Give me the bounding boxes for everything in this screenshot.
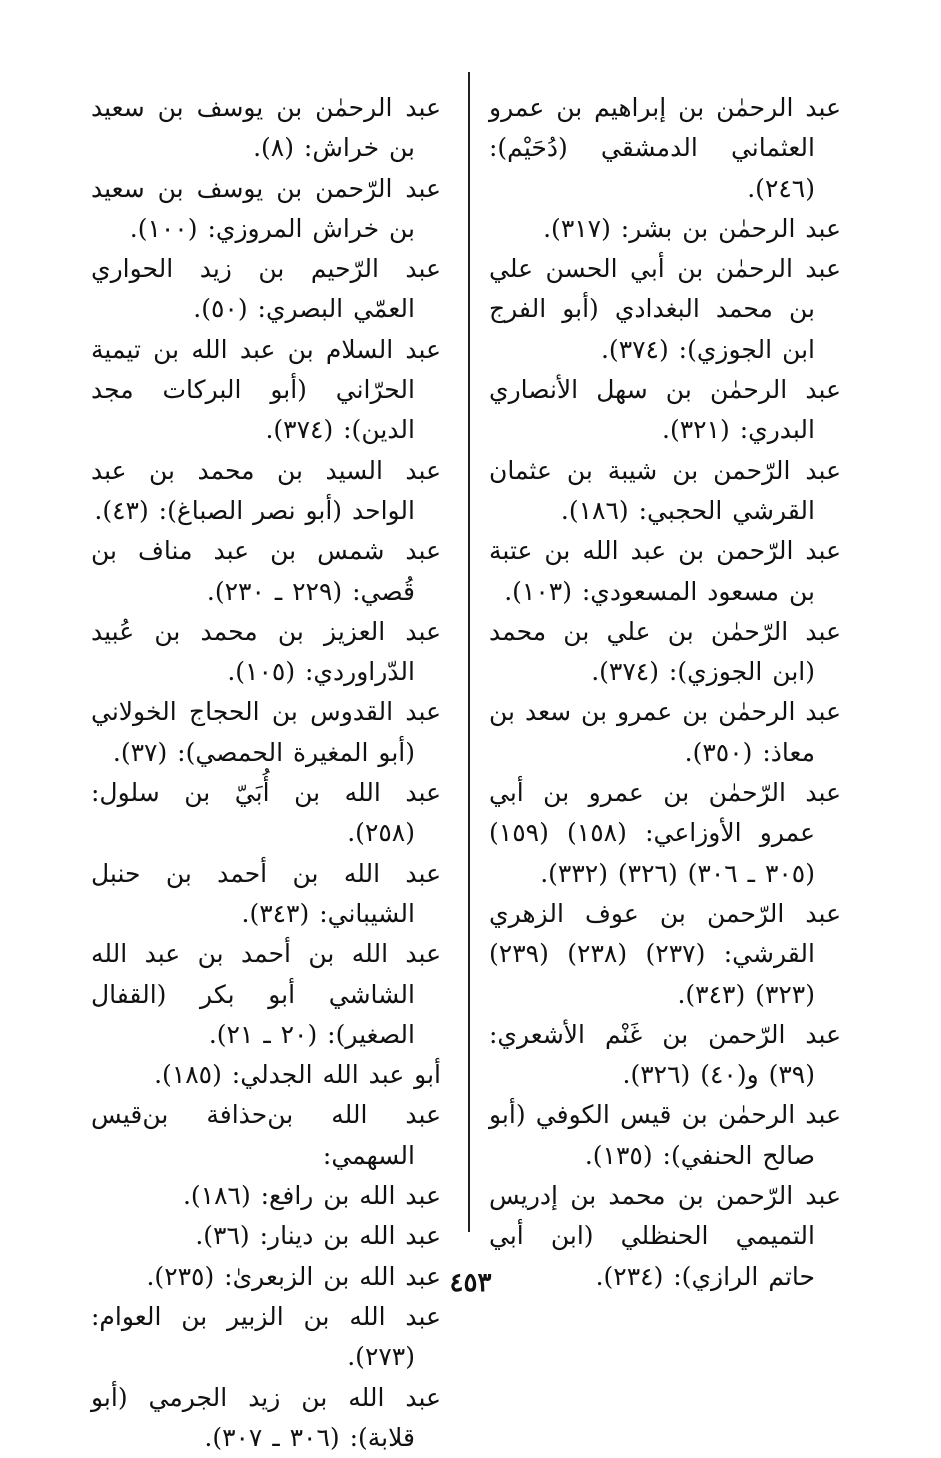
- index-column-left: [91, 88, 441, 1458]
- index-entry: عبد الله بن أحمد بن حنبل الشيباني: (٣٤٣).: [91, 854, 441, 935]
- index-entry: عبد الرحمٰن بن إبراهيم بن عمرو العثماني الدمشقي (دُحَيْم): (٢٤٦).: [489, 88, 841, 209]
- index-entry: عبد الله بن رافع: (١٨٦).: [91, 1176, 441, 1216]
- index-entry: عبد الرحمٰن بن قيس الكوفي (أبو صالح الحنفي): (١٣٥).: [489, 1095, 841, 1176]
- index-entry: عبد الله بن أحمد بن عبد الله الشاشي أبو بكر (القفال الصغير): (٢٠ ـ ٢١).: [91, 934, 441, 1055]
- index-entry: عبد الرحمٰن بن عمرو بن سعد بن معاذ: (٣٥٠).: [489, 692, 841, 773]
- index-entry: عبد الرحمٰن بن يوسف بن سعيد بن خراش: (٨).: [91, 88, 441, 169]
- index-entry: عبد القدوس بن الحجاج الخولاني (أبو المغيرة الحمصي): (٣٧).: [91, 692, 441, 773]
- index-column-right: [489, 88, 841, 1297]
- index-entry: عبد الرّحمٰن بن عمرو بن أبي عمرو الأوزاعي: (١٥٨) (١٥٩) (٣٠٥ ـ ٣٠٦) (٣٢٦) (٣٣٢).: [489, 773, 841, 894]
- index-entry: عبد الرحمٰن بن بشر: (٣١٧).: [489, 209, 841, 249]
- index-entry: عبد الرّحيم بن زيد الحواري العمّي البصري: (٥٠).: [91, 249, 441, 330]
- index-entry: عبد الرحمٰن بن أبي الحسن علي بن محمد البغدادي (أبو الفرج ابن الجوزي): (٣٧٤).: [489, 249, 841, 370]
- index-entry: عبد الله بن أُبَيّ بن سلول: (٢٥٨).: [91, 773, 441, 854]
- index-entry: عبد الله بن الزبعرىٰ: (٢٣٥).: [91, 1257, 441, 1297]
- index-entry: عبد الرّحمن بن غَنْم الأشعري: (٣٩) و(٤٠) (٣٢٦).: [489, 1015, 841, 1096]
- index-entry: عبد الرحمٰن بن سهل الأنصاري البدري: (٣٢١).: [489, 370, 841, 451]
- index-entry: عبد السيد بن محمد بن عبد الواحد (أبو نصر الصباغ): (٤٣).: [91, 451, 441, 532]
- index-entry: عبد الله بن زيد الجرمي (أبو قلابة): (٣٠٦ ـ ٣٠٧).: [91, 1378, 441, 1458]
- column-divider: [468, 72, 470, 1232]
- index-entry: عبد الرّحمن بن شيبة بن عثمان القرشي الحجبي: (١٨٦).: [489, 451, 841, 532]
- index-entry: عبد العزيز بن محمد بن عُبيد الدّراوردي: (١٠٥).: [91, 612, 441, 693]
- index-entry: عبد الرّحمن بن عبد الله بن عتبة بن مسعود المسعودي: (١٠٣).: [489, 531, 841, 612]
- index-entry: عبد الرّحمن بن محمد بن إدريس التميمي الحنظلي (ابن أبي حاتم الرازي): (٢٣٤).: [489, 1176, 841, 1297]
- index-entry: عبد الرّحمن بن يوسف بن سعيد بن خراش المروزي: (١٠٠).: [91, 169, 441, 250]
- index-entry: عبد شمس بن عبد مناف بن قُصي: (٢٢٩ ـ ٢٣٠).: [91, 531, 441, 612]
- index-entry: أبو عبد الله الجدلي: (١٨٥).: [91, 1055, 441, 1095]
- page-number: ٤٥٣: [0, 1268, 941, 1298]
- index-entry: عبد الله بن دينار: (٣٦).: [91, 1216, 441, 1256]
- index-entry: عبد الرّحمن بن عوف الزهري القرشي: (٢٣٧) (٢٣٨) (٢٣٩) (٣٢٣) (٣٤٣).: [489, 894, 841, 1015]
- index-entry: عبد الله بن الزبير بن العوام: (٢٧٣).: [91, 1297, 441, 1378]
- index-entry: عبد السلام بن عبد الله بن تيمية الحرّاني (أبو البركات مجد الدين): (٣٧٤).: [91, 330, 441, 451]
- index-entry: عبد الرّحمٰن بن علي بن محمد (ابن الجوزي): (٣٧٤).: [489, 612, 841, 693]
- index-entry: عبد الله بن‌حذافة بن‌قيس السهمي:: [91, 1095, 441, 1176]
